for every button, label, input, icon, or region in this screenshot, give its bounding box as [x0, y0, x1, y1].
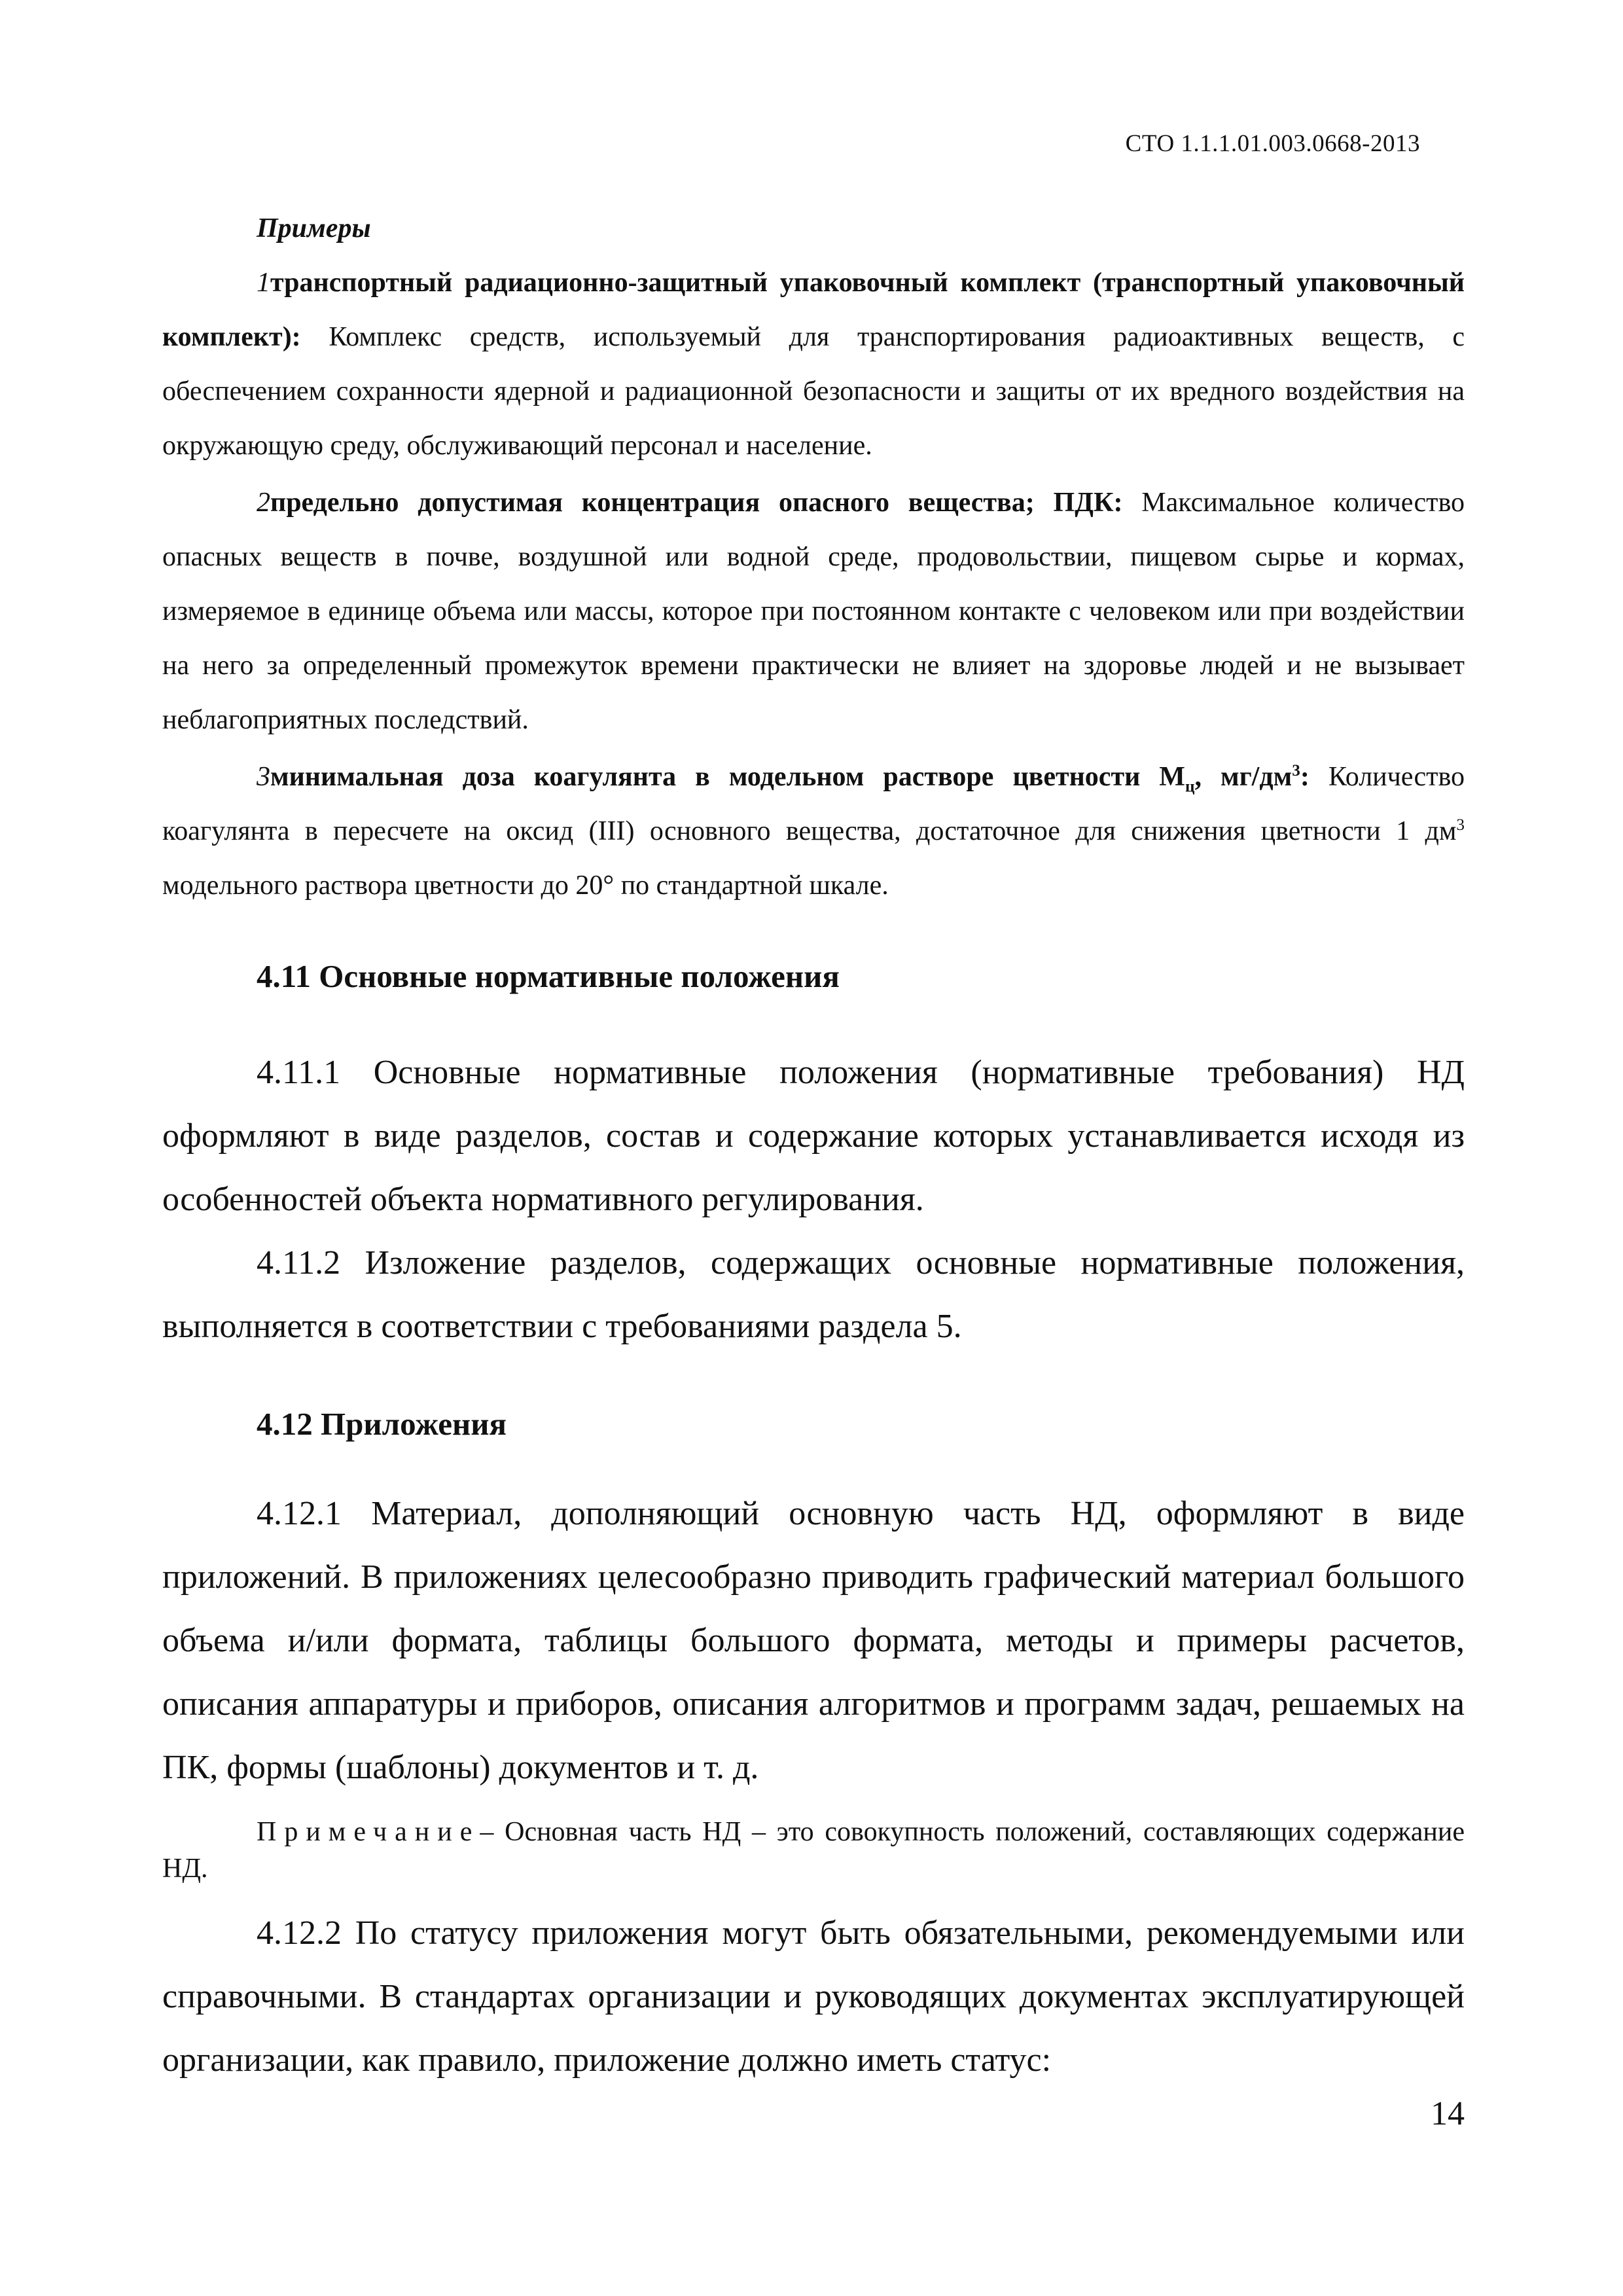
example-3-number: 3: [257, 762, 270, 792]
section-4-11-heading: 4.11 Основные нормативные положения: [257, 958, 840, 994]
example-1-number: 1: [257, 268, 270, 298]
example-3-term-mid: , мг/дм: [1194, 762, 1293, 792]
paragraph-4-12-1: 4.12.1 Материал, дополняющий основную часть НД, оформляют в виде приложений. В приложениях целесообразно приводить графический материал большого объема и/или формата, таблицы большого формата, методы и примеры расчетов, описания аппаратуры и приборов, описания алгоритмов и программ задач, решаемых на ПК, формы (шаблоны) документов и т. д.: [162, 1495, 1465, 1786]
example-2-term: предельно допустимая концентрация опасного вещества; ПДК:: [270, 488, 1123, 518]
example-3-term-sub: ц: [1185, 778, 1195, 796]
example-2-number: 2: [257, 488, 270, 518]
examples-title: Примеры: [257, 213, 371, 243]
paragraph-4-12-2: 4.12.2 По статусу приложения могут быть обязательными, рекомендуемыми или справочными. В стандартах организации и руководящих документах эксплуатирующей организации, как правило, приложение должно иметь статус:: [162, 1914, 1465, 2079]
note-text: – Основная часть НД – это совокупность положений, составляющих содержание НД.: [162, 1817, 1465, 1884]
example-3: [162, 750, 1465, 913]
example-3-def-sup: 3: [1456, 816, 1465, 834]
example-3-term-end: :: [1300, 762, 1310, 792]
note-label: Примечание: [257, 1817, 480, 1847]
example-3-term: [270, 762, 1310, 796]
document-code: СТО 1.1.1.01.003.0668-2013: [1125, 130, 1420, 157]
example-3-def-part1: Количество коагулянта в пересчете на оксид (III) основного вещества, достаточное для снижения цветности 1 дм: [162, 762, 1465, 846]
page-number: 14: [1431, 2095, 1465, 2132]
example-2-definition: Максимальное количество опасных веществ в почве, воздушной или водной среде, продовольствии, пищевом сырье и кормах, измеряемое в единице объема или массы, которое при постоянном контакте с человеком или при воздействии на него за определенный промежуток времени практически не влияет на здоровье людей и не вызывает неблагоприятных последствий.: [162, 488, 1465, 735]
page-content: [162, 202, 1465, 2092]
example-1-definition: Комплекс средств, используемый для транспортирования радиоактивных веществ, с обеспечением сохранности ядерной и радиационной безопасности и защиты от их вредного воздействия на окружающую среду, обслуживающий персонал и население.: [162, 322, 1465, 461]
example-3-term-sup: 3: [1292, 762, 1300, 780]
example-1: [162, 256, 1465, 473]
paragraph-4-11-2: 4.11.2 Изложение разделов, содержащих основные нормативные положения, выполняется в соответствии с требованиями раздела 5.: [162, 1244, 1465, 1345]
example-2: [162, 476, 1465, 747]
paragraph-4-11-1: 4.11.1 Основные нормативные положения (нормативные требования) НД оформляют в виде разделов, состав и содержание которых устанавливается исходя из особенностей объекта нормативного регулирования.: [162, 1054, 1465, 1218]
example-1-term: транспортный радиационно-защитный упаковочный комплект (транспортный упаковочный комплект):: [162, 268, 1465, 352]
example-3-def-part2: модельного раствора цветности до 20° по стандартной шкале.: [162, 870, 889, 901]
section-4-12-heading: 4.12 Приложения: [257, 1406, 507, 1442]
note: [162, 1814, 1465, 1887]
example-3-term-main: минимальная доза коагулянта в модельном растворе цветности М: [270, 762, 1185, 792]
